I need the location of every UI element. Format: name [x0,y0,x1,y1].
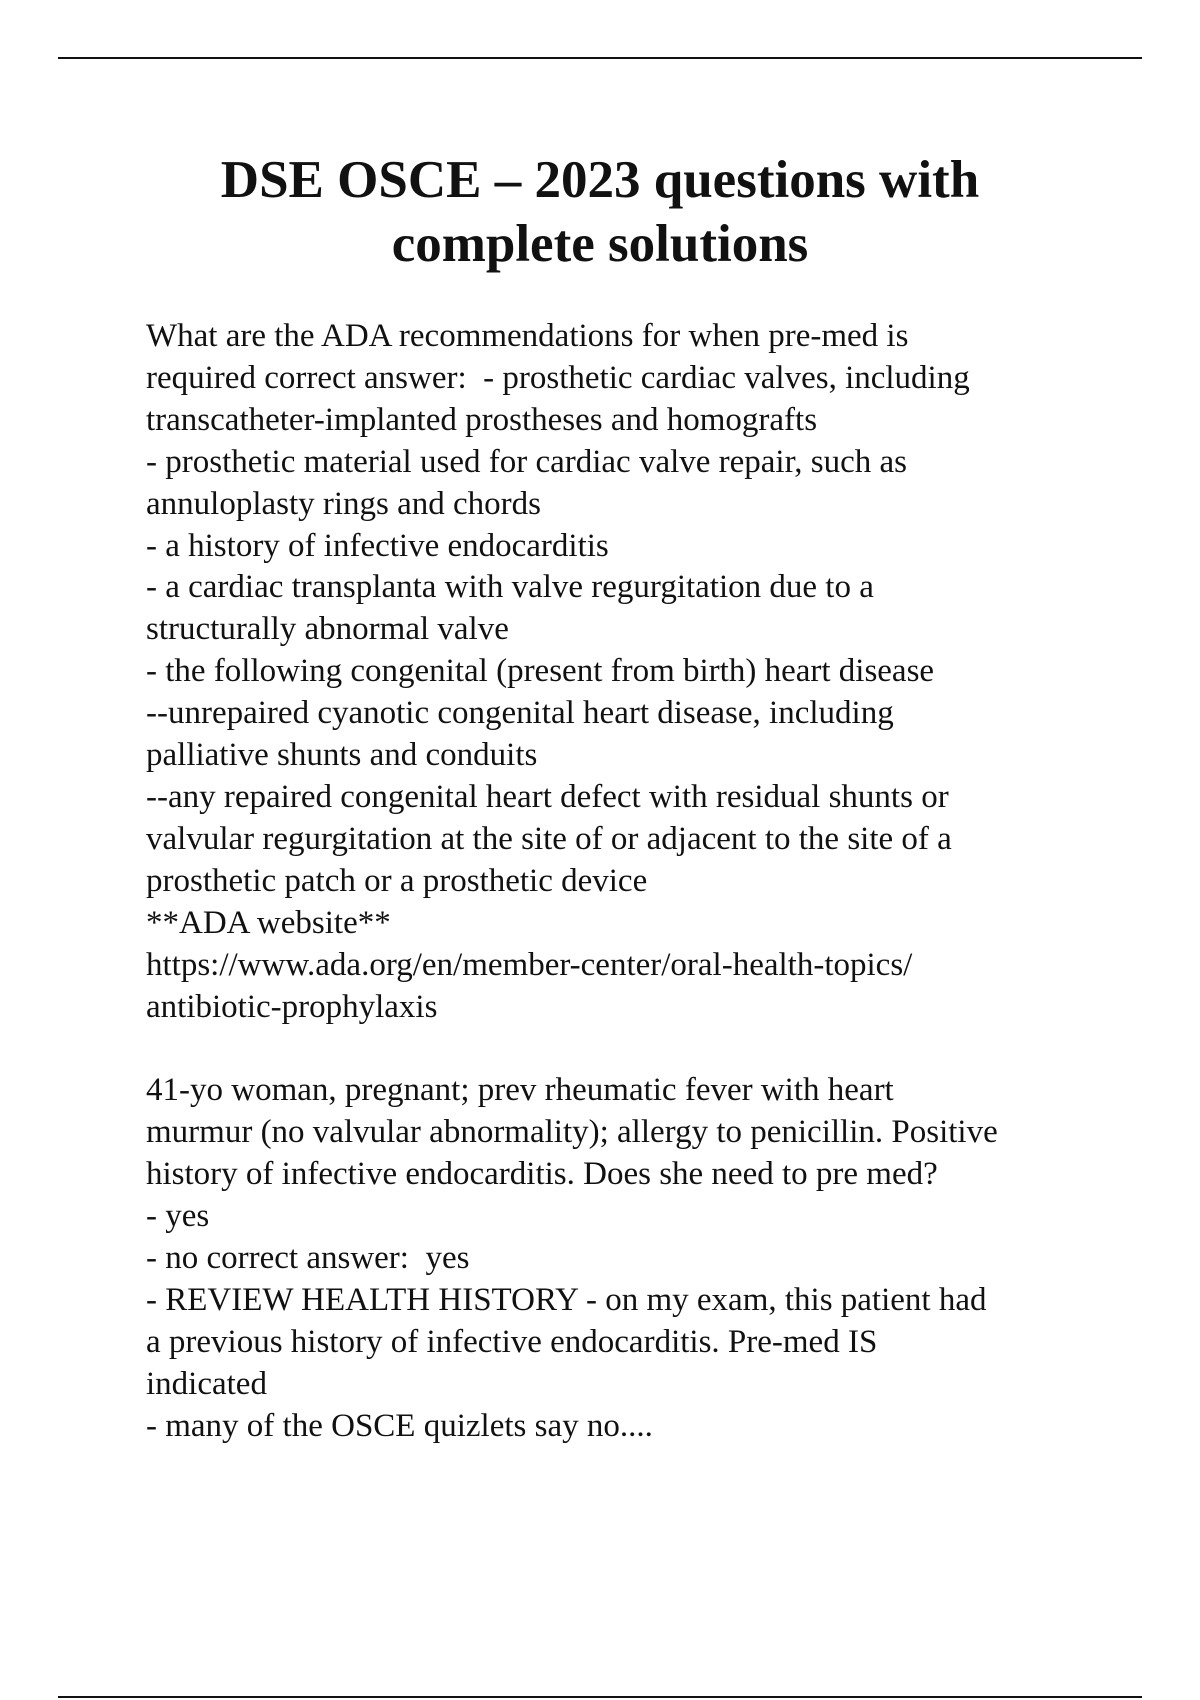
paragraph-gap [146,1028,1106,1070]
text-line: **ADA website** [146,904,391,941]
text-line: 41-yo woman, pregnant; prev rheumatic fever with heart [146,1072,894,1109]
text-line: - many of the OSCE quizlets say no.... [146,1407,653,1444]
title-line-2: complete solutions [391,215,809,273]
text-line: murmur (no valvular abnormality); allergy to penicillin. Positive [146,1114,998,1151]
text-line: palliative shunts and conduits [146,737,538,774]
answer-option: - no correct answer: yes [146,1239,470,1276]
page-title [100,148,1100,276]
document-body [146,316,1106,1447]
text-line: required correct answer: - prosthetic cardiac valves, including [146,359,970,396]
text-line: - a cardiac transplanta with valve regurgitation due to a [146,569,874,606]
text-line: a previous history of infective endocarditis. Pre-med IS [146,1323,878,1360]
text-line: What are the ADA recommendations for when pre-med is [146,318,909,354]
top-rule [58,57,1142,59]
text-line: valvular regurgitation at the site of or adjacent to the site of a [146,820,952,857]
text-line: structurally abnormal valve [146,611,509,648]
question-block-pregnant-patient [146,1070,1106,1447]
text-line: indicated [146,1365,267,1402]
question-block-ada-premed [146,316,1106,1028]
text-line: --unrepaired cyanotic congenital heart disease, including [146,695,894,732]
text-line: - a history of infective endocarditis [146,527,609,564]
text-line: prosthetic patch or a prosthetic device [146,862,648,899]
ada-url-line: antibiotic-prophylaxis [146,988,438,1025]
text-line: annuloplasty rings and chords [146,485,542,522]
text-line: --any repaired congenital heart defect with residual shunts or [146,778,949,815]
ada-url-line: https://www.ada.org/en/member-center/oral-health-topics/ [146,946,913,983]
text-line: - prosthetic material used for cardiac valve repair, such as [146,443,907,480]
text-line: transcatheter-implanted prostheses and homografts [146,401,818,438]
text-line: history of infective endocarditis. Does she need to pre med? [146,1156,938,1193]
answer-option: - yes [146,1198,210,1235]
title-line-1: DSE OSCE – 2023 questions with [220,151,980,209]
bottom-rule [58,1696,1142,1698]
text-line: - REVIEW HEALTH HISTORY - on my exam, this patient had [146,1281,987,1318]
text-line: - the following congenital (present from birth) heart disease [146,653,935,690]
